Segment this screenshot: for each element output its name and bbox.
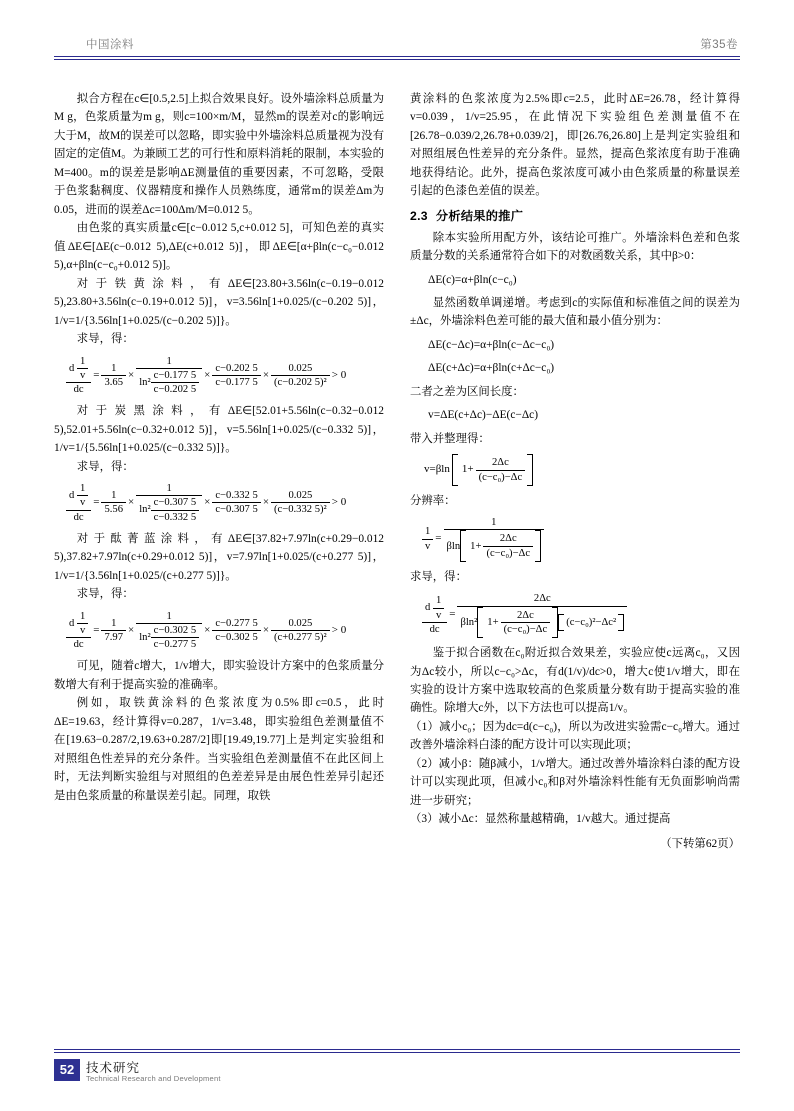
section-title-text: 分析结果的推广 [435, 208, 524, 223]
formula-iron-yellow: d $\frac{1}{v}$ dc = $\frac{1}{3.65}$ × 1 ln² $\frac{c-0.177 5}{c-0.202 5}$ × $\frac{c-0.202 5}{c-0.177 5}$ × $\frac{0.025}{\text{(c−0.202 5)²}}$ > 0 [66, 355, 384, 397]
header-volume: 第35卷 [700, 39, 738, 51]
formula-delta-e-max: ΔE(c+Δc)=α+βln(c+Δc−c₀) [428, 362, 555, 375]
page [0, 34, 794, 1111]
right-column [410, 90, 740, 995]
paragraph: 对于酞菁蓝涂料，有ΔE∈[37.82+7.97ln(c+0.29−0.012 5),37.82+7.97ln(c+0.29+0.012 5)]，v=7.97ln[1+0.025/(c+0.277 5)]，1/v=1/{3.56ln[1+0.025/(c+0.277 5)]}。 [54, 532, 384, 582]
formula-derivative-general: d $\frac{1}{v}$ dc = 2Δc βln² 1+ $\frac{2\Delta c}{\text{(c−c₀)−Δc}}$ (c−c₀)²−Δc² [422, 592, 740, 638]
paragraph: 对于炭黑涂料，有ΔE∈[52.01+5.56ln(c−0.32−0.012 5),52.01+5.56ln(c−0.32+0.012 5)]，v=5.56ln[1+0.025/(c−0.332 5)]，1/v=1/{5.56ln[1+0.025/(c−0.332 5)]}。 [54, 405, 384, 455]
footer-section-cn: 技术研究 [86, 1061, 141, 1075]
footer-rule-bottom [54, 1052, 740, 1053]
formula-delta-e-min: ΔE(c−Δc)=α+βln(c−Δc−c₀) [428, 338, 555, 351]
formula-carbon-black: d $\frac{1}{v}$ dc = $\frac{1}{5.56}$ × 1 ln² $\frac{c-0.307 5}{c-0.332 5}$ × $\frac{c-0.332 5}{c-0.307 5}$ × $\frac{0.025}{\text{(c−0.332 5)²}}$ > 0 [66, 482, 384, 524]
paragraph: 带入并整理得： [410, 432, 490, 445]
formula-resolution: $\frac{1}{v}$ = 1 βln 1+ $\frac{2\Delta c}{\text{(c−c₀)−Δc}}$ [422, 516, 740, 562]
paragraph: 鉴于拟合函数在c₀附近拟合效果差，实验应使c远离c₀，又因为Δc较小，所以c−c₀>Δc，有d(1/v)/dc>0，增大c使1/v增大，即在实验的设计方案中选取较高的色浆质量分数有助于提高实验的准确性。除增大c外，以下方法也可以提高1/v。 [410, 647, 740, 715]
formula-v-expanded: v=βln 1+ $\frac{2\Delta c}{\text{(c−c₀)−Δc}}$ [422, 454, 740, 485]
paragraph: 对于铁黄涂料，有ΔE∈[23.80+3.56ln(c−0.19−0.012 5),23.80+3.56ln(c−0.19+0.012 5)]，v=3.56ln[1+0.025/(c−0.202 5)]，1/v=1/{3.56ln[1+0.025/(c−0.202 5)]}。 [54, 277, 384, 327]
paragraph: 例如，取铁黄涂料的色浆浓度为0.5%即c=0.5，此时ΔE=19.63，经计算得v=0.287，1/v=3.48，即实验组色差测量值不在[19.63−0.287/2,19.63+0.287/2]即[19.49,19.77]上是判定实验组和对照组色性差异的充分条件。当实验组色差测量值不在此区间上时，无法判断实验组与对照组的色差差异是由展色性差异引起还是由色浆质量的称量误差引起。同理，取铁 [54, 697, 384, 802]
paragraph: （2）减小β：随β减小，1/v增大。通过改善外墙涂料白漆的配方设计可以实现此项，但减小c₀和β对外墙涂料性能有无负面影响尚需进一步研究； [410, 757, 740, 807]
body-columns [54, 90, 740, 995]
header-journal-name: 中国涂料 [86, 39, 134, 51]
footer-section-en: Technical Research and Development [86, 1074, 221, 1083]
continuation-note: （下转第62页） [660, 837, 740, 850]
paragraph: 求导，得： [76, 460, 134, 473]
paragraph: 求导，得： [76, 333, 134, 346]
paragraph: 除本实验所用配方外，该结论可推广。外墙涂料色差和色浆质量分数的关系通常符合如下的对数函数关系，其中β>0： [410, 231, 740, 263]
paragraph: 可见，随着c增大，1/v增大，即实验设计方案中的色浆质量分数增大有利于提高实验的准确率。 [54, 660, 384, 691]
header-rule-top [54, 56, 740, 57]
paragraph: 求导，得： [76, 588, 134, 601]
formula-lhs-den: dc [73, 384, 84, 396]
page-header [54, 34, 740, 74]
footer-rule-top [54, 1049, 740, 1050]
header-rule-bottom [54, 59, 740, 60]
paragraph: 求导，得： [410, 570, 467, 583]
page-number-badge: 52 [54, 1059, 80, 1081]
page-footer [54, 1049, 740, 1089]
formula-phthalo-blue: d $\frac{1}{v}$ dc = $\frac{1}{7.97}$ × 1 ln² $\frac{c-0.302 5}{c-0.277 5}$ × $\frac{c-0.277 5}{c-0.302 5}$ × $\frac{0.025}{\text{(c+0.277 5)²}}$ > 0 [66, 610, 384, 652]
section-heading-2-3 [410, 207, 740, 227]
formula-log-function: ΔE(c)=α+βln(c−c₀) [428, 273, 517, 286]
paragraph: 拟合方程在c∈[0.5,2.5]上拟合效果良好。设外墙涂料总质量为M g，色浆质量为m g，则c=100×m/M，显然m的误差对c的影响远大于M，故M的误差可以忽略，即实验中外墙涂料总质量视为没有固定的定值M。为兼顾工艺的可行性和原料消耗的限制，本实验的M=400。m的误差是影响ΔE测量值的重要因素，不可忽略，受限于色浆黏稠度、仪器精度和操作人员熟练度，通常m的误差Δm为0.05，进而的误差Δc=100Δm/M=0.012 5。 [54, 93, 384, 216]
left-column [54, 90, 384, 995]
equals-sign: = [93, 368, 100, 381]
paragraph: 黄涂料的色浆浓度为2.5%即c=2.5，此时ΔE=26.78，经计算得v=0.039，1/v=25.95，在此情况下实验组色差测量值不在[26.78−0.039/2,26.78+0.039/2]，即[26.76,26.80]上是判定实验组和对照组展色性差异的充分条件。显然，提高色浆浓度有助于准确地获得结论。此外，提高色浆浓度可减小由色浆质量的称量误差引起的色漆色差值的误差。 [410, 93, 740, 198]
section-number: 2.3 [410, 208, 428, 223]
formula-v-definition: v=ΔE(c+Δc)−ΔE(c−Δc) [428, 409, 539, 422]
paragraph: 由色浆的真实质量c∈[c−0.012 5,c+0.012 5]，可知色差的真实值ΔE∈[ΔE(c−0.012 5),ΔE(c+0.012 5)]，即ΔE∈[α+βln(c−c₀−0.012 5),α+βln(c−c₀+0.012 5)]。 [54, 222, 384, 272]
formula-lhs: d $\frac{1}{v}$ dc [66, 355, 91, 397]
paragraph: 分辨率： [410, 494, 456, 507]
paragraph: 二者之差为区间长度： [410, 385, 524, 398]
paragraph: （1）减小c₀；因为dc=d(c−c₀)，所以为改进实验需c−c₀增大。通过改善外墙涂料白漆的配方设计可以实现此项； [410, 720, 740, 752]
paragraph: （3）减小Δc：显然称量越精确，1/v越大。通过提高 [410, 813, 671, 826]
paragraph: 显然函数单调递增。考虑到c的实际值和标准值之间的误差为±Δc，外墙涂料色差可能的最大值和最小值分别为： [410, 296, 740, 328]
